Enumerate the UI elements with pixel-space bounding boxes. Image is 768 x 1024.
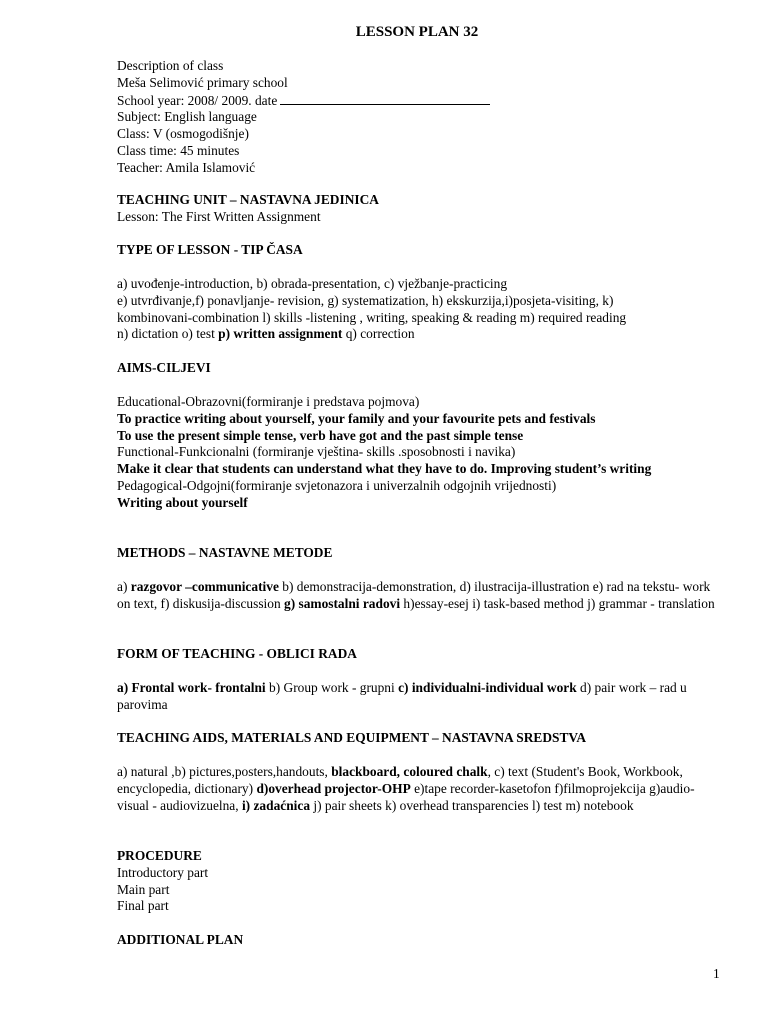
methods-text-part: b) demonstracija-demonstration, d) ilustracija-illustration e) rad na tekstu- work on text, f) diskusija-discussion: [117, 579, 711, 611]
aids-selected: i) zadaćnica: [241, 797, 311, 813]
class-description: [117, 58, 717, 177]
lesson-type-text: n) dictation o) test: [117, 326, 219, 342]
class-level: Class: V (osmogodišnje): [117, 126, 249, 142]
aims-section: [117, 360, 717, 377]
procedure-item: Final part: [117, 898, 169, 914]
lesson-type-line: [117, 326, 717, 343]
teaching-unit-heading: TEACHING UNIT – NASTAVNA JEDINICA: [117, 192, 379, 207]
methods-heading: METHODS – NASTAVNE METODE: [117, 545, 333, 560]
additional-plan-section: [117, 932, 717, 949]
aim-pedagogical-goal: Writing about yourself: [117, 494, 248, 510]
teacher: Teacher: Amila Islamović: [117, 159, 256, 175]
type-of-lesson-list: [117, 276, 717, 343]
aims-list: [117, 394, 697, 512]
description-heading: Description of class: [117, 58, 224, 73]
methods-selected: g) samostalni radovi: [284, 595, 401, 611]
methods-text-part: a): [117, 579, 131, 594]
page-number: 1: [713, 966, 720, 981]
form-selected: c) individualni-individual work: [398, 680, 577, 695]
class-time: Class time: 45 minutes: [117, 142, 240, 158]
lesson-name: Lesson: The First Written Assignment: [117, 208, 321, 224]
methods-text: [117, 579, 722, 613]
aim-functional: Functional-Funkcionalni (formiranje vještina- skills .sposobnosti i navika): [117, 444, 516, 460]
aim-pedagogical: Pedagogical-Odgojni(formiranje svjetonazora i univerzalnih odgojnih vrijednosti): [117, 477, 557, 493]
subject: Subject: English language: [117, 109, 257, 125]
page-title: LESSON PLAN 32: [355, 24, 479, 40]
form-text: [117, 680, 722, 714]
methods-selected: razgovor –communicative: [130, 579, 279, 594]
methods-text-part: h)essay-esej i) task-based method j) grammar - translation: [400, 595, 715, 611]
form-selected: a) Frontal work- frontalni: [117, 680, 266, 695]
aim-functional-goal: Make it clear that students can understand what they have to do. Improving student’s writing: [117, 461, 652, 477]
aids-heading: TEACHING AIDS, MATERIALS AND EQUIPMENT – NASTAVNA SREDSTVA: [117, 730, 587, 745]
lesson-type-line: e) utvrđivanje,f) ponavljanje- revision, g) systematization, h) ekskurzija,i)posjeta-visiting, k): [117, 292, 614, 308]
aids-text-part: , c) text (Student's Book, Workbook, encyclopedia, dictionary): [117, 764, 683, 796]
procedure-item: Main part: [117, 881, 170, 897]
aids-selected: blackboard, coloured chalk: [331, 764, 488, 779]
date-blank-line: [280, 92, 490, 105]
aims-heading: AIMS-CILJEVI: [117, 360, 211, 375]
aids-text-part: j) pair sheets k) overhead transparencies l) test m) notebook: [310, 797, 634, 813]
lesson-type-line: kombinovani-combination l) skills -listening , writing, speaking & reading m) required reading: [117, 309, 627, 325]
school-name: Meša Selimović primary school: [117, 74, 288, 90]
form-heading: FORM OF TEACHING - OBLICI RADA: [117, 646, 357, 661]
additional-plan-heading: ADDITIONAL PLAN: [117, 932, 244, 947]
type-of-lesson-heading: TYPE OF LESSON - TIP ČASA: [117, 242, 303, 257]
school-year: School year: 2008/ 2009. date: [117, 92, 278, 108]
form-of-teaching-section: [117, 646, 717, 663]
lesson-type-text: q) correction: [342, 326, 415, 342]
teaching-aids-section: [117, 730, 717, 747]
form-text-part: d) pair work – rad u parovima: [117, 680, 687, 712]
type-of-lesson-section: [117, 242, 717, 259]
aids-selected: d)overhead projector-OHP: [256, 780, 411, 796]
procedure-heading: PROCEDURE: [117, 848, 202, 863]
aim-educational-goal: To practice writing about yourself, your family and your favourite pets and festivals: [117, 410, 596, 426]
aim-educational-goal: To use the present simple tense, verb have got and the past simple tense: [117, 427, 524, 443]
procedure-section: [117, 848, 717, 915]
school-year-row: [117, 92, 717, 110]
aids-text-part: a) natural ,b) pictures,posters,handouts,: [117, 764, 332, 779]
aids-text-part: e)tape recorder-kasetofon f)filmoprojekcija g)audio-visual - audiovizuelna,: [117, 780, 695, 813]
aids-text: [117, 764, 712, 814]
methods-section: [117, 545, 717, 562]
procedure-item: Introductory part: [117, 864, 209, 880]
lesson-type-line: a) uvođenje-introduction, b) obrada-presentation, c) vježbanje-practicing: [117, 276, 508, 291]
teaching-unit-section: [117, 192, 717, 226]
lesson-type-selected: p) written assignment: [218, 326, 343, 342]
form-text-part: b) Group work - grupni: [265, 680, 399, 695]
aim-educational: Educational-Obrazovni(formiranje i predstava pojmova): [117, 394, 420, 409]
